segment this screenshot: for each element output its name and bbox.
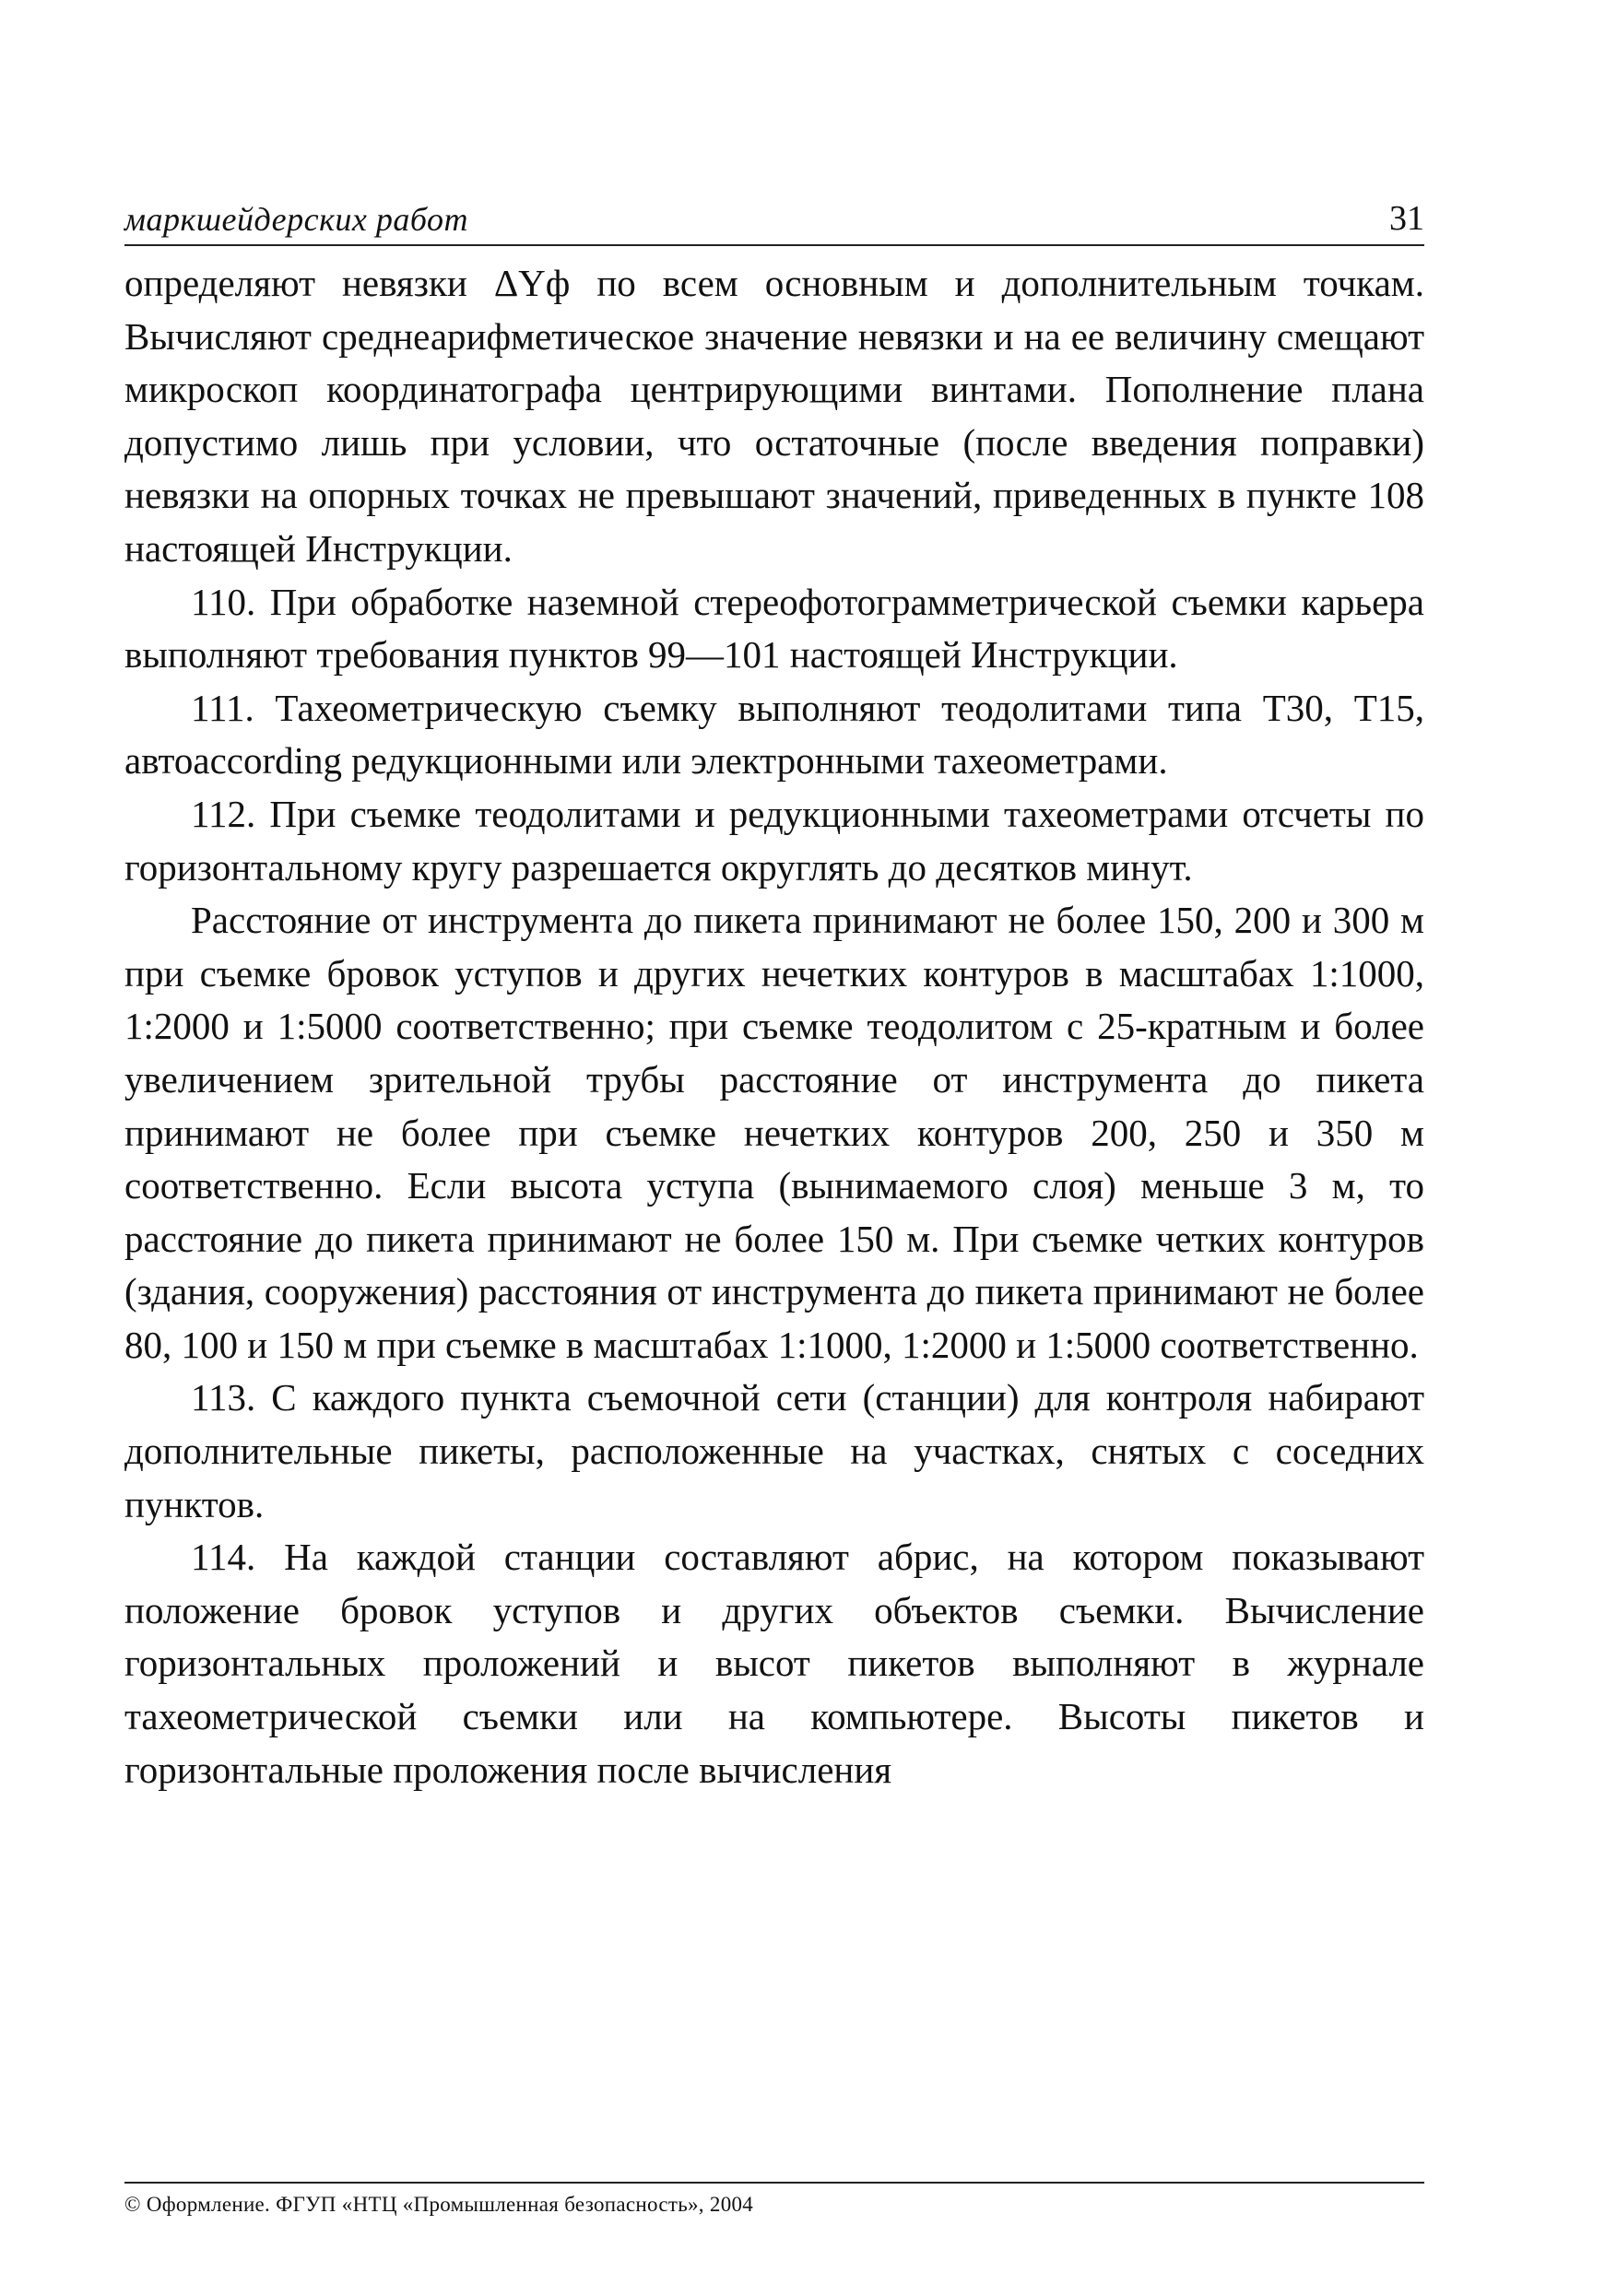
document-page xyxy=(124,189,1424,1796)
paragraph-113: 113. С каждого пункта съемочной сети (станции) для контроля набирают дополнительные пикеты, расположенные на участках, снятых с соседних пунктов. xyxy=(124,1376,1424,1525)
paragraph-continuation: определяют невязки ΔYф по всем основным и дополнительным точкам. Вычисляют среднеарифметическое значение невязки и на ее величину смещают микроскоп координатографа центрирующими винтами. Пополнение плана допустимо лишь при условии, что остаточные (после введения поправки) невязки на опорных точках не превышают значений, приведенных в пункте 108 настоящей Инструкции. xyxy=(124,262,1424,570)
paragraph-distances: Расстояние от инструмента до пикета принимают не более 150, 200 и 300 м при съемке бровок уступов и других нечетких контуров в масштабах 1:1000, 1:2000 и 1:5000 соответственно; при съемке теодолитом с 25-кратным и более увеличением зрительной трубы расстояние от инструмента до пикета принимают не более при съемке нечетких контуров 200, 250 и 350 м соответственно. Если высота уступа (вынимаемого слоя) меньше 3 м, то расстояние до пикета принимают не более 150 м. При съемке четких контуров (здания, сооружения) расстояния от инструмента до пикета принимают не более 80, 100 и 150 м при съемке в масштабах 1:1000, 1:2000 и 1:5000 соответственно. xyxy=(124,899,1424,1366)
running-header xyxy=(124,189,1424,246)
running-title: маркшейдерских работ xyxy=(124,201,469,238)
paragraph-112: 112. При съемке теодолитами и редукционными тахеометрами отсчеты по горизонтальному кругу разрешается округлять до десятков минут. xyxy=(124,792,1424,889)
copyright-footer: © Оформление. ФГУП «НТЦ «Промышленная безопасность», 2004 xyxy=(124,2182,1424,2217)
paragraph-110: 110. При обработке наземной стереофотограмметрической съемки карьера выполняют требования пунктов 99—101 настоящей Инструкции. xyxy=(124,580,1424,677)
paragraph-111: 111. Тахеометрическую съемку выполняют теодолитами типа Т30, Т15, автоaccording редукционными или электронными тахеометрами. xyxy=(124,686,1424,783)
page-number: 31 xyxy=(1389,199,1424,238)
body-text xyxy=(124,257,1424,1796)
paragraph-114: 114. На каждой станции составляют абрис, на котором показывают положение бровок уступов и других объектов съемки. Вычисление горизонтальных проложений и высот пикетов выполняют в журнале тахеометрической съемки или на компьютере. Высоты пикетов и горизонтальные проложения после вычисления xyxy=(124,1536,1424,1791)
